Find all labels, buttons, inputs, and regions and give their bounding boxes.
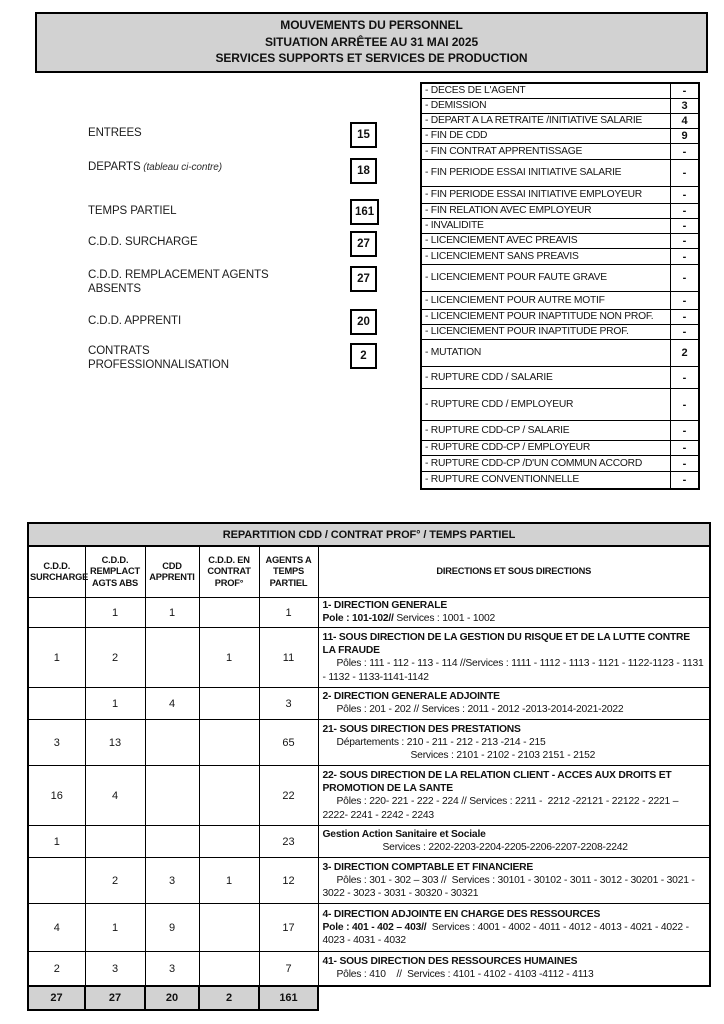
repartition-table	[27, 522, 711, 1011]
repartition-direction-cell	[318, 720, 710, 766]
repartition-count-cell: 1	[28, 628, 85, 688]
departure-value: 3	[671, 99, 700, 114]
repartition-count-cell: 2	[85, 858, 145, 904]
departure-value: -	[671, 187, 700, 204]
repartition-count-cell: 1	[145, 598, 199, 628]
repartition-count-cell: 4	[85, 766, 145, 826]
direction-detail-segment: Pôles : 220- 221 - 222 - 224 // Services : 2211 - 2212 -22121 - 22122 - 2221 – 2222- 2241 - 2242 - 2243	[322, 796, 681, 821]
summary-value-box: 27	[350, 231, 377, 257]
direction-detail-segment: Pole : 401 - 402 – 403//	[322, 921, 427, 933]
summary-item-label	[88, 345, 268, 372]
repartition-count-cell: 2	[28, 952, 85, 986]
repartition-count-cell	[85, 826, 145, 858]
departure-value: 2	[671, 340, 700, 367]
summary-item-label	[88, 127, 288, 141]
departure-value: -	[671, 144, 700, 160]
summary-item-label	[88, 269, 273, 296]
repartition-column-header: DIRECTIONS ET SOUS DIRECTIONS	[318, 546, 710, 598]
departure-label: - LICENCIEMENT AVEC PREAVIS	[421, 234, 671, 249]
departure-row	[421, 310, 699, 325]
departure-label: - FIN DE CDD	[421, 129, 671, 144]
departure-row	[421, 187, 699, 204]
summary-value-box: 161	[350, 199, 379, 225]
direction-title: 22- SOUS DIRECTION DE LA RELATION CLIENT - ACCES AUX DROITS ET PROMOTION DE LA SANTE	[322, 770, 675, 795]
repartition-count-cell: 2	[85, 628, 145, 688]
departure-value: -	[671, 389, 700, 421]
direction-detail-segment: Départements : 210 - 211 - 212 - 213 -214 - 215	[336, 736, 546, 748]
direction-detail-line	[323, 612, 706, 625]
repartition-count-cell	[199, 598, 259, 628]
summary-label-text: ENTREES	[88, 127, 142, 139]
doc-title-line1: MOUVEMENTS DU PERSONNEL	[280, 18, 463, 32]
repartition-count-cell: 1	[28, 826, 85, 858]
departure-row	[421, 472, 699, 489]
summary-value-box: 27	[350, 266, 377, 292]
departure-value: -	[671, 310, 700, 325]
direction-title: 1- DIRECTION GENERALE	[322, 600, 448, 611]
direction-detail-segment: Pôles : 201 - 202 // Services : 2011 - 2012 -2013-2014-2021-2022	[336, 704, 624, 716]
repartition-count-cell	[199, 720, 259, 766]
repartition-row	[28, 720, 710, 766]
repartition-column-header: C.D.D. EN CONTRAT PROF°	[199, 546, 259, 598]
departure-label: - FIN CONTRAT APPRENTISSAGE	[421, 144, 671, 160]
departure-label: - LICENCIEMENT POUR AUTRE MOTIF	[421, 292, 671, 310]
direction-detail-segment: Pôles : 301 - 302 – 303 // Services : 30101 - 30102 - 3011 - 3012 - 30201 - 3021 - 3022 - 3023 - 3031 - 30320 - 30321	[322, 874, 698, 899]
repartition-direction-cell	[318, 688, 710, 720]
departure-value: -	[671, 441, 700, 456]
repartition-count-cell	[145, 766, 199, 826]
departure-row	[421, 441, 699, 456]
doc-title-line3: SERVICES SUPPORTS ET SERVICES DE PRODUCTION	[215, 51, 528, 66]
repartition-count-cell: 3	[145, 952, 199, 986]
repartition-count-cell	[199, 826, 259, 858]
departure-label: - INVALIDITE	[421, 219, 671, 234]
summary-label-text: C.D.D. APPRENTI	[88, 315, 182, 327]
repartition-count-cell: 13	[85, 720, 145, 766]
summary-label-text: CONTRATS PROFESSIONNALISATION	[88, 345, 229, 371]
direction-title: 2- DIRECTION GENERALE ADJOINTE	[322, 691, 500, 703]
repartition-count-cell: 3	[85, 952, 145, 986]
departure-value: -	[671, 204, 700, 219]
repartition-count-cell: 3	[28, 720, 85, 766]
repartition-column-header: CDD APPRENTI	[145, 546, 199, 598]
departure-value: -	[671, 83, 700, 99]
departure-row	[421, 367, 699, 389]
direction-detail-segment: Pôles : 410 // Services : 4101 - 4102 - 4103 -4112 - 4113	[336, 969, 594, 981]
departure-label: - LICENCIEMENT POUR INAPTITUDE NON PROF.	[421, 310, 671, 325]
repartition-direction-cell	[318, 858, 710, 904]
summary-value-box: 15	[350, 122, 377, 148]
summary-item-label	[88, 236, 288, 250]
repartition-count-cell: 1	[85, 688, 145, 720]
repartition-count-cell: 3	[145, 858, 199, 904]
repartition-row	[28, 826, 710, 858]
departure-value: 4	[671, 114, 700, 129]
summary-item-label	[88, 315, 288, 329]
repartition-title-row	[28, 523, 710, 546]
repartition-total-cell: 2	[199, 986, 259, 1010]
repartition-count-cell	[145, 826, 199, 858]
departure-row	[421, 325, 699, 340]
repartition-count-cell: 11	[259, 628, 318, 688]
repartition-count-cell: 1	[85, 904, 145, 952]
direction-detail-line	[323, 795, 706, 821]
repartition-total-cell: 27	[28, 986, 85, 1010]
document-title-box	[35, 12, 708, 73]
repartition-count-cell: 16	[28, 766, 85, 826]
repartition-direction-cell	[318, 826, 710, 858]
direction-title: 3- DIRECTION COMPTABLE ET FINANCIERE	[322, 861, 534, 873]
departure-row	[421, 219, 699, 234]
departure-row	[421, 292, 699, 310]
departure-row	[421, 265, 699, 292]
departure-label: - FIN PERIODE ESSAI INITIATIVE EMPLOYEUR	[421, 187, 671, 204]
direction-detail-segment: Services : 2101 - 2102 - 2103 2151 - 2152	[410, 749, 596, 761]
repartition-count-cell	[145, 628, 199, 688]
repartition-count-cell	[28, 858, 85, 904]
summary-item-note: (tableau ci-contre)	[140, 162, 222, 173]
direction-detail-segment: Services : 1001 - 1002	[393, 613, 496, 625]
departure-row	[421, 421, 699, 441]
departure-value: -	[671, 292, 700, 310]
repartition-row	[28, 598, 710, 628]
repartition-count-cell	[28, 598, 85, 628]
repartition-column-header: AGENTS A TEMPS PARTIEL	[259, 546, 318, 598]
repartition-direction-cell	[318, 628, 710, 688]
repartition-direction-cell	[318, 904, 710, 952]
departure-row	[421, 249, 699, 265]
repartition-total-cell: 20	[145, 986, 199, 1010]
repartition-count-cell: 1	[259, 598, 318, 628]
repartition-count-cell: 9	[145, 904, 199, 952]
departure-value: -	[671, 367, 700, 389]
direction-detail-line	[323, 749, 706, 762]
repartition-row	[28, 688, 710, 720]
departure-label: - RUPTURE CDD-CP / SALARIE	[421, 421, 671, 441]
direction-detail-segment: Services : 4001 - 4002 - 4011 - 4012 - 4013 - 4021 - 4022 - 4023 - 4031 - 4032	[322, 921, 692, 946]
summary-label-text: C.D.D. SURCHARGE	[88, 236, 198, 248]
repartition-direction-cell	[318, 598, 710, 628]
summary-value-box: 18	[350, 158, 377, 184]
direction-detail-segment: Pôles : 111 - 112 - 113 - 114 //Services : 1111 - 1112 - 1113 - 1121 - 1122-1123 - 1131 - 1132 - 1133-1141-1142	[322, 658, 707, 683]
departure-row	[421, 160, 699, 187]
repartition-count-cell: 22	[259, 766, 318, 826]
departure-label: - LICENCIEMENT POUR FAUTE GRAVE	[421, 265, 671, 292]
direction-title: 11- SOUS DIRECTION DE LA GESTION DU RISQUE ET DE LA LUTTE CONTRE LA FRAUDE	[322, 632, 693, 657]
departure-value: -	[671, 160, 700, 187]
repartition-direction-cell	[318, 952, 710, 986]
repartition-row	[28, 628, 710, 688]
departure-label: - LICENCIEMENT SANS PREAVIS	[421, 249, 671, 265]
repartition-count-cell: 17	[259, 904, 318, 952]
totals-row-empty-cell	[318, 986, 710, 1010]
departure-label: - DEMISSION	[421, 99, 671, 114]
departure-label: - DEPART A LA RETRAITE /INITIATIVE SALARIE	[421, 114, 671, 129]
departure-label: - RUPTURE CDD / SALARIE	[421, 367, 671, 389]
repartition-count-cell	[199, 766, 259, 826]
repartition-count-cell	[199, 688, 259, 720]
repartition-totals-row	[28, 986, 710, 1010]
departure-value: -	[671, 234, 700, 249]
direction-detail-line	[323, 703, 706, 716]
departure-value: -	[671, 265, 700, 292]
repartition-count-cell	[199, 904, 259, 952]
departures-table	[420, 82, 700, 490]
departure-row	[421, 340, 699, 367]
direction-detail-line	[323, 841, 706, 854]
departure-value: -	[671, 325, 700, 340]
repartition-count-cell: 23	[259, 826, 318, 858]
repartition-column-header: C.D.D. REMPLACT AGTS ABS	[85, 546, 145, 598]
repartition-direction-cell	[318, 766, 710, 826]
departure-label: - MUTATION	[421, 340, 671, 367]
repartition-total-cell: 161	[259, 986, 318, 1010]
repartition-count-cell: 7	[259, 952, 318, 986]
direction-detail-line	[323, 657, 706, 683]
doc-title-line2: SITUATION ARRÊTEE AU 31 MAI 2025	[264, 34, 479, 49]
direction-detail-line	[323, 968, 706, 981]
repartition-count-cell: 1	[199, 858, 259, 904]
repartition-count-cell: 3	[259, 688, 318, 720]
direction-title: 21- SOUS DIRECTION DES PRESTATIONS	[322, 723, 521, 735]
repartition-count-cell: 65	[259, 720, 318, 766]
departure-row	[421, 83, 699, 99]
direction-detail-segment: Services : 2202-2203-2204-2205-2206-2207-2208-2242	[382, 842, 628, 854]
departure-value: -	[671, 219, 700, 234]
departure-label: - DECES DE L'AGENT	[421, 83, 671, 99]
direction-title: 4- DIRECTION ADJOINTE EN CHARGE DES RESSOURCES	[322, 908, 601, 920]
repartition-total-cell: 27	[85, 986, 145, 1010]
departure-row	[421, 99, 699, 114]
repartition-count-cell	[199, 952, 259, 986]
repartition-column-header: C.D.D. SURCHARGE	[28, 546, 85, 598]
repartition-count-cell: 4	[28, 904, 85, 952]
departure-label: - RUPTURE CDD-CP / EMPLOYEUR	[421, 441, 671, 456]
departure-label: - LICENCIEMENT POUR INAPTITUDE PROF.	[421, 325, 671, 340]
direction-title: Gestion Action Sanitaire et Sociale	[322, 829, 486, 841]
repartition-count-cell: 12	[259, 858, 318, 904]
repartition-count-cell	[145, 720, 199, 766]
direction-title: 41- SOUS DIRECTION DES RESSOURCES HUMAINES	[322, 955, 578, 967]
repartition-row	[28, 766, 710, 826]
departure-value: -	[671, 472, 700, 489]
repartition-count-cell: 4	[145, 688, 199, 720]
departure-label: - FIN PERIODE ESSAI INITIATIVE SALARIE	[421, 160, 671, 187]
departure-value: 9	[671, 129, 700, 144]
departure-label: - RUPTURE CDD-CP /D'UN COMMUN ACCORD	[421, 456, 671, 472]
summary-label-text: C.D.D. REMPLACEMENT AGENTS ABSENTS	[88, 269, 269, 295]
repartition-header-row	[28, 546, 710, 598]
departure-value: -	[671, 421, 700, 441]
departure-row	[421, 456, 699, 472]
departure-row	[421, 144, 699, 160]
repartition-count-cell: 1	[85, 598, 145, 628]
departure-label: - RUPTURE CDD / EMPLOYEUR	[421, 389, 671, 421]
repartition-title: REPARTITION CDD / CONTRAT PROF° / TEMPS PARTIEL	[28, 523, 710, 546]
departure-label: - FIN RELATION AVEC EMPLOYEUR	[421, 204, 671, 219]
departure-row	[421, 234, 699, 249]
summary-value-box: 2	[350, 343, 377, 369]
repartition-count-cell	[28, 688, 85, 720]
summary-label-text: DEPARTS	[88, 161, 141, 173]
departure-row	[421, 114, 699, 129]
departure-value: -	[671, 456, 700, 472]
departure-row	[421, 204, 699, 219]
departure-value: -	[671, 249, 700, 265]
repartition-row	[28, 904, 710, 952]
departure-row	[421, 389, 699, 421]
direction-detail-segment: Pole : 101-102//	[322, 613, 394, 625]
departure-label: - RUPTURE CONVENTIONNELLE	[421, 472, 671, 489]
repartition-row	[28, 858, 710, 904]
repartition-count-cell: 1	[199, 628, 259, 688]
summary-item-label	[88, 161, 228, 175]
direction-detail-line	[323, 874, 706, 900]
departure-row	[421, 129, 699, 144]
repartition-row	[28, 952, 710, 986]
summary-item-label	[88, 205, 288, 219]
summary-value-box: 20	[350, 309, 377, 335]
summary-label-text: TEMPS PARTIEL	[88, 205, 177, 217]
direction-detail-line	[323, 921, 706, 947]
direction-detail-line	[323, 736, 706, 749]
